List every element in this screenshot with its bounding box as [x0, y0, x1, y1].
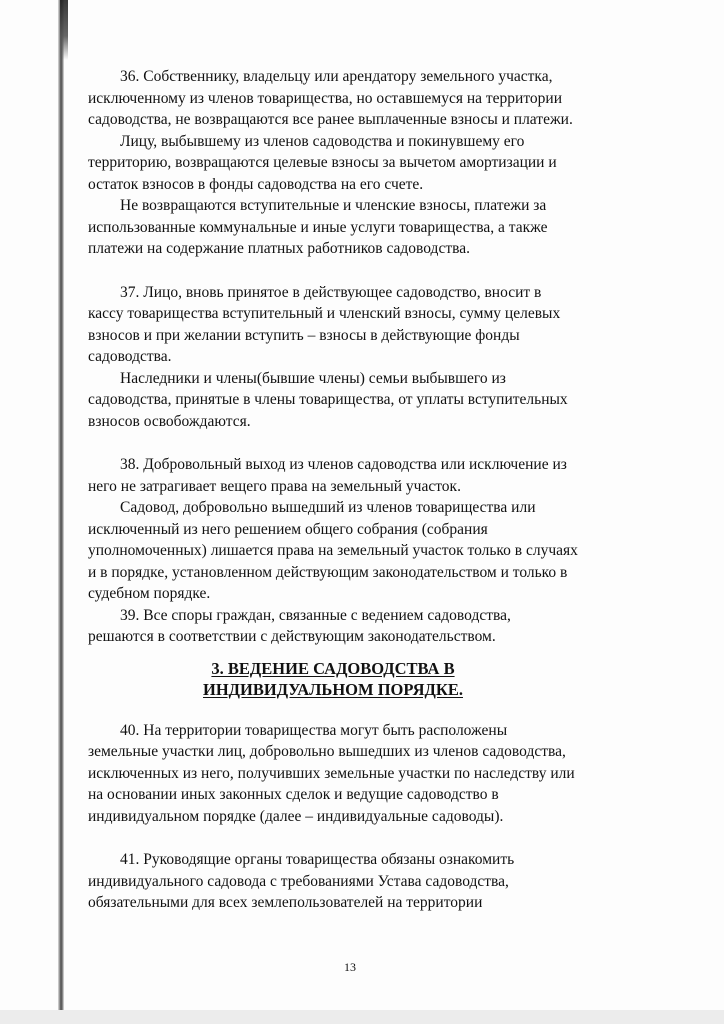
scan-bottom-margin	[0, 1010, 724, 1024]
scan-binding-edge	[58, 0, 64, 1010]
paragraph-37: 37. Лицо, вновь принятое в действующее садоводство, вносит в кассу товарищества вступительный и членский взносы, сумму целевых взносов и при желании вступить – взносы в действующие фонды садоводства.	[88, 283, 561, 365]
paragraph-40: 40. На территории товарищества могут быть расположены земельные участки лиц, добровольно вышедших из членов садоводства, исключенных из него, получивших земельные участки по наследству или на основании иных законных сделок и ведущие садоводство в индивидуальном порядке (далее – индивидуальные садоводы).	[88, 721, 575, 825]
section-heading-line-1: 3. ВЕДЕНИЕ САДОВОДСТВА В	[211, 658, 455, 678]
scan-edge-shadow	[60, 0, 68, 60]
paragraph-36-nonrefund: Не возвращаются вступительные и членские взносы, платежи за использованные коммунальные и иные услуги товарищества, а также платежи на содержание платных работников садоводства.	[88, 197, 548, 257]
paragraph-gap	[88, 260, 578, 282]
paragraph-41: 41. Руководящие органы товарищества обязаны ознакомить индивидуального садовода с требованиями Устава садоводства, обязательными для всех землепользователей на территории	[88, 851, 515, 911]
paragraph-39: 39. Все споры граждан, связанные с ведением садоводства, решаются в соответствии с действующим законодательством.	[88, 606, 511, 645]
paragraph-36: 36. Собственнику, владельцу или арендатору земельного участка, исключенному из членов товарищества, но оставшемуся на территории садоводства, не возвращаются все ранее выплаченные взносы и платежи.	[88, 68, 573, 128]
paragraph-gap	[88, 432, 578, 454]
document-body	[88, 66, 578, 914]
paragraph-37-heirs: Наследники и члены(бывшие члены) семьи выбывшего из садоводства, принятые в члены товарищества, от уплаты вступительных взносов освобождаются.	[88, 369, 568, 430]
section-heading-line-2: ИНДИВИДУАЛЬНОМ ПОРЯДКЕ.	[203, 679, 463, 699]
paragraph-36-refund: Лицу, выбывшему из членов садоводства и покинувшему его территорию, возвращаются целевые взносы за вычетом амортизации и остаток взносов в фонды садоводства на его счете.	[88, 132, 557, 193]
page-number: 13	[344, 960, 356, 974]
paragraph-38: 38. Добровольный выход из членов садоводства или исключение из него не затрагивает вещего права на земельный участок.	[88, 456, 567, 495]
section-heading	[88, 658, 578, 700]
paragraph-38-member: Садовод, добровольно вышедший из членов товарищества или исключенный из него решением общего собрания (собрания уполномоченных) лишается права на земельный участок только в случаях и в порядке, установленном действующим законодательством и только в судебном порядке.	[88, 499, 578, 602]
paragraph-gap	[88, 827, 578, 849]
